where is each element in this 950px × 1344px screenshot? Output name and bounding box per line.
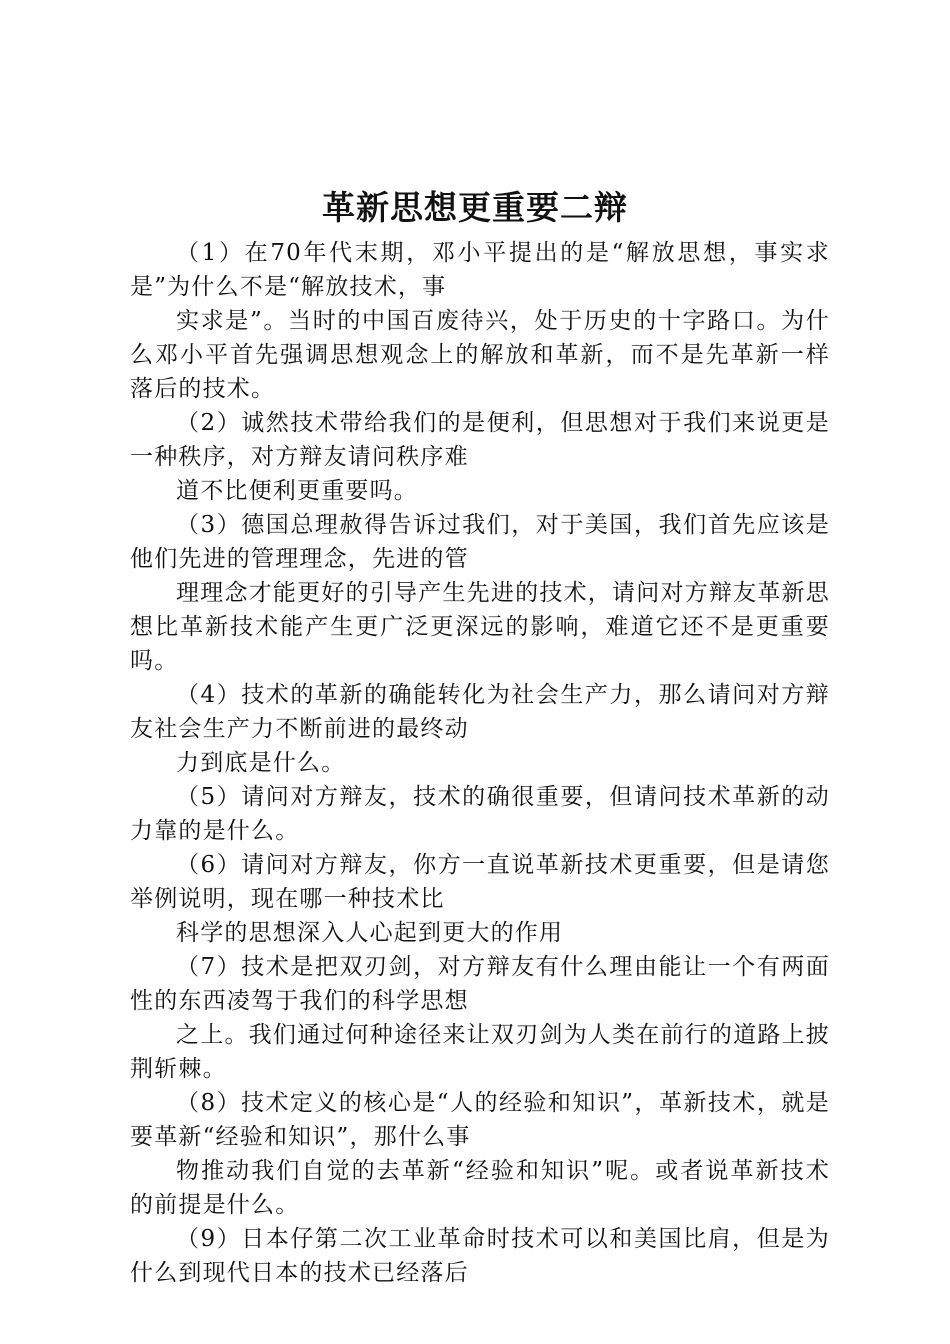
paragraph-15: 物推动我们自觉的去革新“经验和知识”呢。或者说革新技术的前提是什么。 <box>130 1158 830 1218</box>
paragraph-5: （3）德国总理赦得告诉过我们，对于美国，我们首先应该是他们先进的管理理念，先进的管 <box>130 512 830 572</box>
paragraph-12: （7）技术是把双刃剑，对方辩友有什么理由能让一个有两面性的东西凌驾于我们的科学思想 <box>130 954 830 1014</box>
paragraph-1: （1）在70年代末期，邓小平提出的是“解放思想，事实求是”为什么不是“解放技术，事 <box>130 240 830 300</box>
paragraph-10: （6）请问对方辩友，你方一直说革新技术更重要，但是请您举例说明，现在哪一种技术比 <box>130 852 830 912</box>
paragraph-9: （5）请问对方辩友，技术的确很重要，但请问技术革新的动力靠的是什么。 <box>130 784 830 844</box>
paragraph-14: （8）技术定义的核心是“人的经验和知识”，革新技术，就是要革新“经验和知识”，那什么事 <box>130 1090 830 1150</box>
document-title: 革新思想更重要二辩 <box>322 188 628 227</box>
paragraph-16: （9）日本仔第二次工业革命时技术可以和美国比肩，但是为什么到现代日本的技术已经落后 <box>130 1226 830 1286</box>
paragraph-13: 之上。我们通过何种途径来让双刃剑为人类在前行的道路上披荆斩棘。 <box>130 1022 830 1082</box>
paragraph-11: 科学的思想深入人心起到更大的作用 <box>176 920 564 946</box>
paragraph-8: 力到底是什么。 <box>176 750 346 776</box>
paragraph-2: 实求是”。当时的中国百废待兴，处于历史的十字路口。为什么邓小平首先强调思想观念上的解放和革新，而不是先革新一样落后的技术。 <box>130 308 830 402</box>
paragraph-3: （2）诚然技术带给我们的是便利，但思想对于我们来说更是一种秩序，对方辩友请问秩序难 <box>130 410 830 470</box>
paragraph-4: 道不比便利更重要吗。 <box>176 478 418 504</box>
document-body <box>130 236 830 1290</box>
paragraph-7: （4）技术的革新的确能转化为社会生产力，那么请问对方辩友社会生产力不断前进的最终动 <box>130 682 830 742</box>
paragraph-6: 理理念才能更好的引导产生先进的技术，请问对方辩友革新思想比革新技术能产生更广泛更深远的影响，难道它还不是更重要吗。 <box>130 580 830 674</box>
